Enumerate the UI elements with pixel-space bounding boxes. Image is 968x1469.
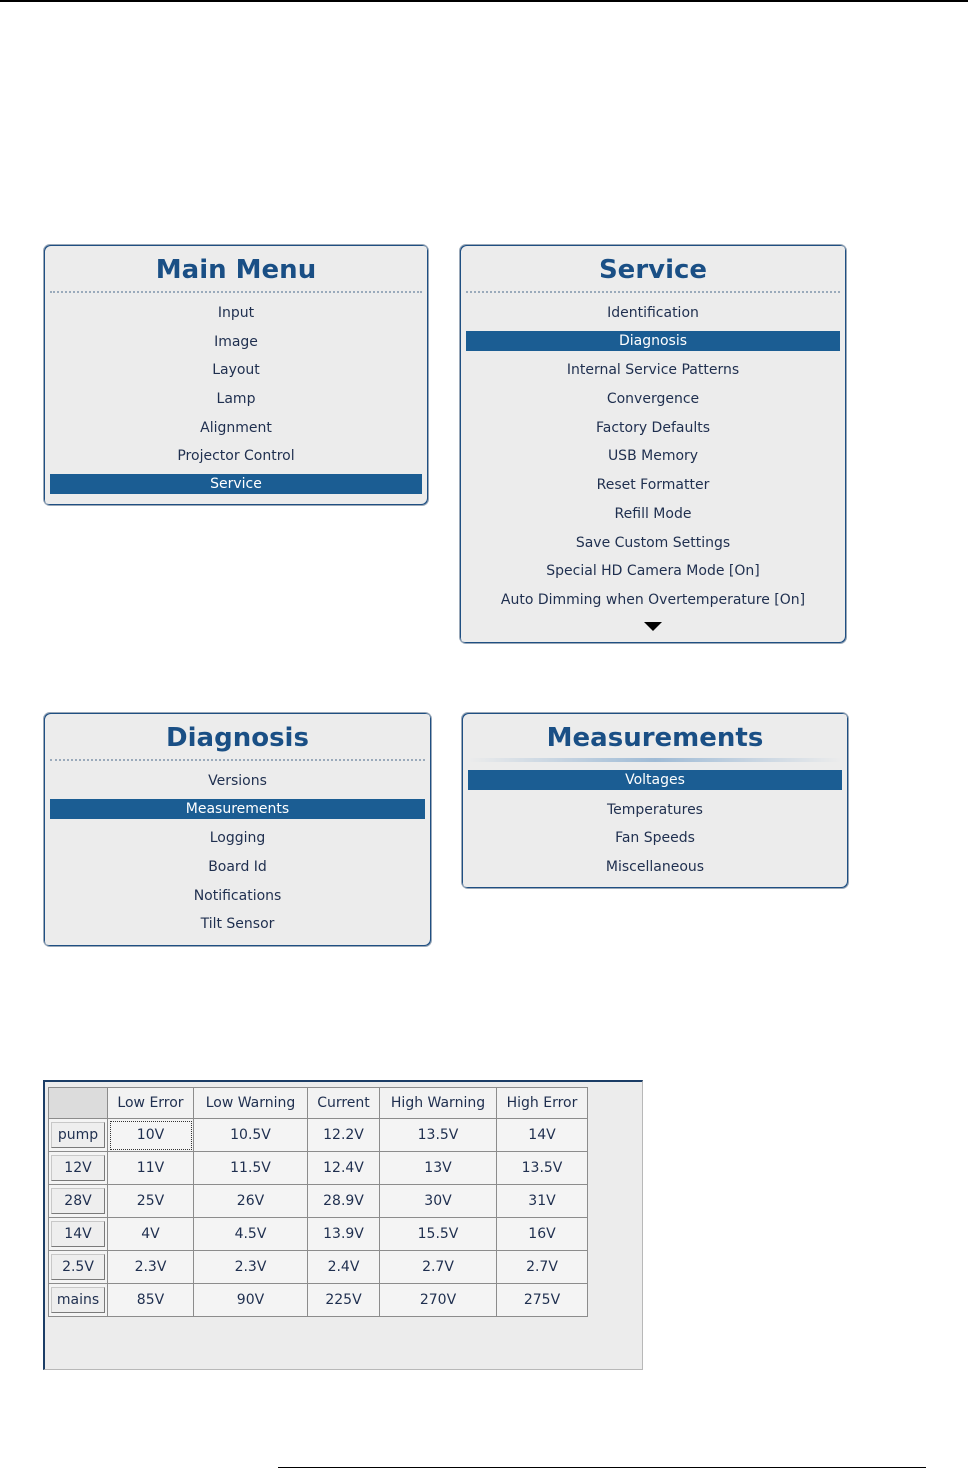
table-row [49, 1251, 588, 1284]
table-cell[interactable]: 13.5V [497, 1152, 588, 1185]
main-menu-item-input[interactable]: Input [217, 305, 255, 321]
service-menu-item-auto-dimming[interactable]: Auto Dimming when Overtemperature [On] [500, 591, 806, 608]
table-cell[interactable]: 11V [108, 1152, 194, 1185]
diagnosis-menu-panel [43, 712, 432, 947]
row-header-mains[interactable]: mains [49, 1284, 108, 1317]
table-cell[interactable]: 2.3V [194, 1251, 308, 1284]
table-row [49, 1284, 588, 1317]
table-cell[interactable]: 2.4V [308, 1251, 380, 1284]
column-header-high-error: High Error [497, 1088, 588, 1119]
service-menu-item-identification[interactable]: Identification [607, 305, 699, 321]
service-menu-item-special-hd-camera-mode[interactable]: Special HD Camera Mode [On] [546, 563, 760, 580]
main-menu-item-alignment[interactable]: Alignment [200, 419, 272, 436]
diagnosis-menu-item-tilt-sensor[interactable]: Tilt Sensor [200, 916, 275, 933]
measurements-menu-item-fan-speeds[interactable]: Fan Speeds [615, 830, 695, 847]
table-cell[interactable]: 16V [497, 1218, 588, 1251]
table-cell[interactable]: 25V [108, 1185, 194, 1218]
row-header-28v[interactable]: 28V [49, 1185, 108, 1218]
table-cell[interactable]: 85V [108, 1284, 194, 1317]
table-cell[interactable]: 90V [194, 1284, 308, 1317]
table-cell[interactable]: 10V [108, 1119, 194, 1152]
table-row [49, 1119, 588, 1152]
table-cell[interactable]: 12.2V [308, 1119, 380, 1152]
main-menu-item-service[interactable]: Service [50, 474, 422, 503]
measurements-menu-item-miscellaneous[interactable]: Miscellaneous [605, 859, 705, 876]
measurements-menu-title: Measurements [546, 723, 764, 753]
table-cell[interactable]: 28.9V [308, 1185, 380, 1218]
row-header-2-5v[interactable]: 2.5V [49, 1251, 108, 1284]
main-menu-item-lamp[interactable]: Lamp [216, 391, 256, 408]
column-header-low-error: Low Error [108, 1088, 194, 1119]
service-menu-item-save-custom-settings[interactable]: Save Custom Settings [575, 534, 731, 551]
measurements-menu-panel [461, 712, 849, 889]
table-cell[interactable]: 275V [497, 1284, 588, 1317]
table-cell[interactable]: 30V [380, 1185, 497, 1218]
chevron-down-icon[interactable] [644, 622, 662, 631]
row-header-pump[interactable]: pump [49, 1119, 108, 1152]
diagnosis-menu-item-notifications[interactable]: Notifications [193, 887, 282, 904]
voltages-table-window [43, 1080, 643, 1370]
table-row [49, 1218, 588, 1251]
measurements-menu-item-voltages[interactable]: Voltages [468, 770, 842, 799]
table-cell[interactable]: 2.3V [108, 1251, 194, 1284]
main-menu-item-layout[interactable]: Layout [212, 362, 260, 379]
diagnosis-menu-items [50, 770, 425, 942]
table-row [49, 1185, 588, 1218]
service-menu-separator [466, 291, 840, 293]
table-cell[interactable]: 2.7V [380, 1251, 497, 1284]
service-menu-item-convergence[interactable]: Convergence [606, 391, 700, 408]
column-header-current: Current [308, 1088, 380, 1119]
measurements-menu-separator [468, 758, 842, 762]
table-cell[interactable]: 4.5V [194, 1218, 308, 1251]
table-cell[interactable]: 31V [497, 1185, 588, 1218]
table-cell[interactable]: 14V [497, 1119, 588, 1152]
diagnosis-menu-item-logging[interactable]: Logging [209, 830, 266, 847]
main-menu-panel [43, 244, 429, 506]
measurements-menu-items [468, 770, 842, 885]
table-cell[interactable]: 270V [380, 1284, 497, 1317]
table-cell[interactable]: 4V [108, 1218, 194, 1251]
diagnosis-menu-title: Diagnosis [166, 723, 309, 753]
voltages-table [48, 1087, 588, 1317]
main-menu-item-image[interactable]: Image [214, 333, 258, 350]
table-row [49, 1152, 588, 1185]
table-cell[interactable]: 10.5V [194, 1119, 308, 1152]
diagnosis-menu-item-board-id[interactable]: Board Id [208, 859, 267, 876]
table-cell[interactable]: 12.4V [308, 1152, 380, 1185]
row-header-14v[interactable]: 14V [49, 1218, 108, 1251]
diagnosis-menu-item-measurements[interactable]: Measurements [50, 799, 425, 828]
main-menu-items [50, 302, 422, 503]
table-cell[interactable]: 13.9V [308, 1218, 380, 1251]
page-top-rule [0, 0, 968, 2]
measurements-menu-item-temperatures[interactable]: Temperatures [607, 801, 703, 818]
row-header-12v[interactable]: 12V [49, 1152, 108, 1185]
diagnosis-menu-item-versions[interactable]: Versions [208, 773, 267, 789]
service-menu-item-diagnosis[interactable]: Diagnosis [466, 331, 840, 360]
table-cell[interactable]: 15.5V [380, 1218, 497, 1251]
table-cell[interactable]: 225V [308, 1284, 380, 1317]
table-corner-cell [49, 1088, 108, 1119]
service-menu-item-internal-service-patterns[interactable]: Internal Service Patterns [566, 362, 740, 379]
service-menu-panel [459, 244, 847, 644]
table-cell[interactable]: 2.7V [497, 1251, 588, 1284]
voltages-table-header-row [49, 1088, 588, 1119]
column-header-low-warning: Low Warning [194, 1088, 308, 1119]
main-menu-item-projector-control[interactable]: Projector Control [177, 448, 295, 465]
table-cell[interactable]: 13V [380, 1152, 497, 1185]
service-menu-item-factory-defaults[interactable]: Factory Defaults [595, 419, 711, 436]
table-cell[interactable]: 13.5V [380, 1119, 497, 1152]
column-header-high-warning: High Warning [380, 1088, 497, 1119]
main-menu-title: Main Menu [155, 255, 317, 285]
page-bottom-rule [278, 1467, 926, 1468]
main-menu-separator [50, 291, 422, 293]
diagnosis-menu-separator [50, 759, 425, 761]
service-menu-item-usb-memory[interactable]: USB Memory [607, 448, 699, 465]
table-cell[interactable]: 26V [194, 1185, 308, 1218]
service-menu-item-refill-mode[interactable]: Refill Mode [614, 505, 692, 522]
service-menu-title: Service [598, 255, 708, 285]
service-menu-item-reset-formatter[interactable]: Reset Formatter [596, 477, 710, 494]
table-cell[interactable]: 11.5V [194, 1152, 308, 1185]
service-menu-items [466, 302, 840, 618]
